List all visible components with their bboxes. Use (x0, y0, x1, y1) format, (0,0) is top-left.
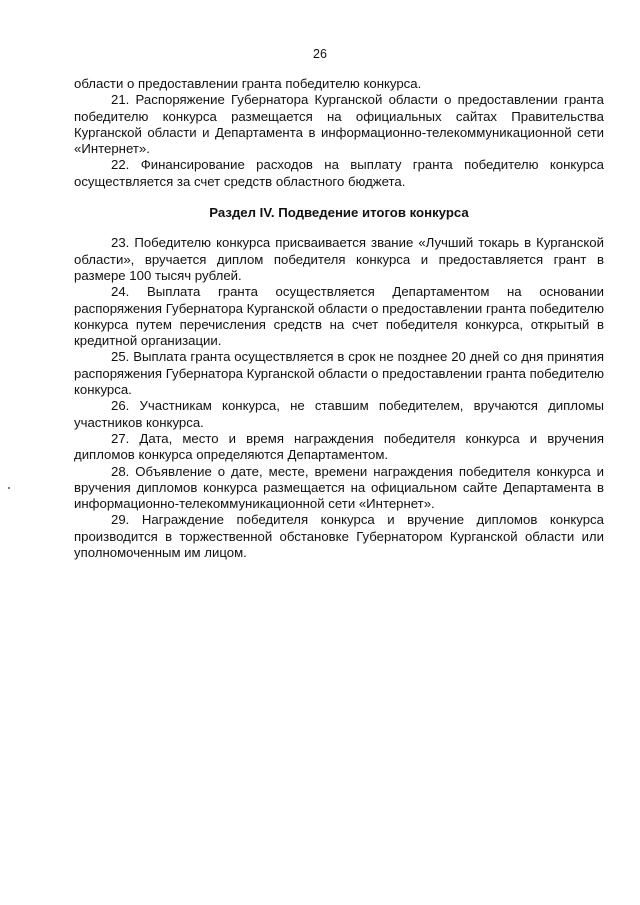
page-number: 26 (313, 47, 327, 61)
paragraph-25: 25. Выплата гранта осуществляется в срок не позднее 20 дней со дня принятия распоряжения Губернатора Курганской области о предоставлении гранта победителю конкурса. (74, 349, 604, 398)
paragraph-26: 26. Участникам конкурса, не ставшим победителем, вручаются дипломы участников конкурса. (74, 398, 604, 430)
scan-artifact-dot (8, 487, 10, 489)
paragraph-21: 21. Распоряжение Губернатора Курганской области о предоставлении гранта победителю конкурса размещается на официальных сайтах Правительства Курганской области и Департамента в информационно-телекоммуникационной сети «Интернет». (74, 92, 604, 157)
paragraph-27: 27. Дата, место и время награждения победителя конкурса и вручения дипломов конкурса определяются Департаментом. (74, 430, 604, 463)
paragraph-22: 22. Финансирование расходов на выплату гранта победителю конкурса осуществляется за счет средств областного бюджета. (74, 157, 604, 189)
section-heading: Раздел IV. Подведение итогов конкурса (209, 205, 469, 221)
paragraph-24: 24. Выплата гранта осуществляется Департаментом на основании распоряжения Губернатора Курганской области о предоставлении гранта победителю конкурса путем перечисления средств на счет победителя конкурса, открытый в кредитной организации. (74, 284, 604, 349)
paragraph-29: 29. Награждение победителя конкурса и вручение дипломов конкурса производится в торжественной обстановке Губернатором Курганской области или уполномоченным им лицом. (74, 512, 604, 561)
document-body (74, 76, 604, 561)
paragraph-28: 28. Объявление о дате, месте, времени награждения победителя конкурса и вручения дипломов конкурса размещается на официальном сайте Департамента в информационно-телекоммуникационной сети «Интернет». (74, 463, 604, 512)
paragraph-23: 23. Победителю конкурса присваивается звание «Лучший токарь в Курганской области», вручается диплом победителя конкурса и предоставляется грант в размере 100 тысяч рублей. (74, 235, 604, 283)
continuation-text: области о предоставлении гранта победителю конкурса. (74, 76, 422, 91)
